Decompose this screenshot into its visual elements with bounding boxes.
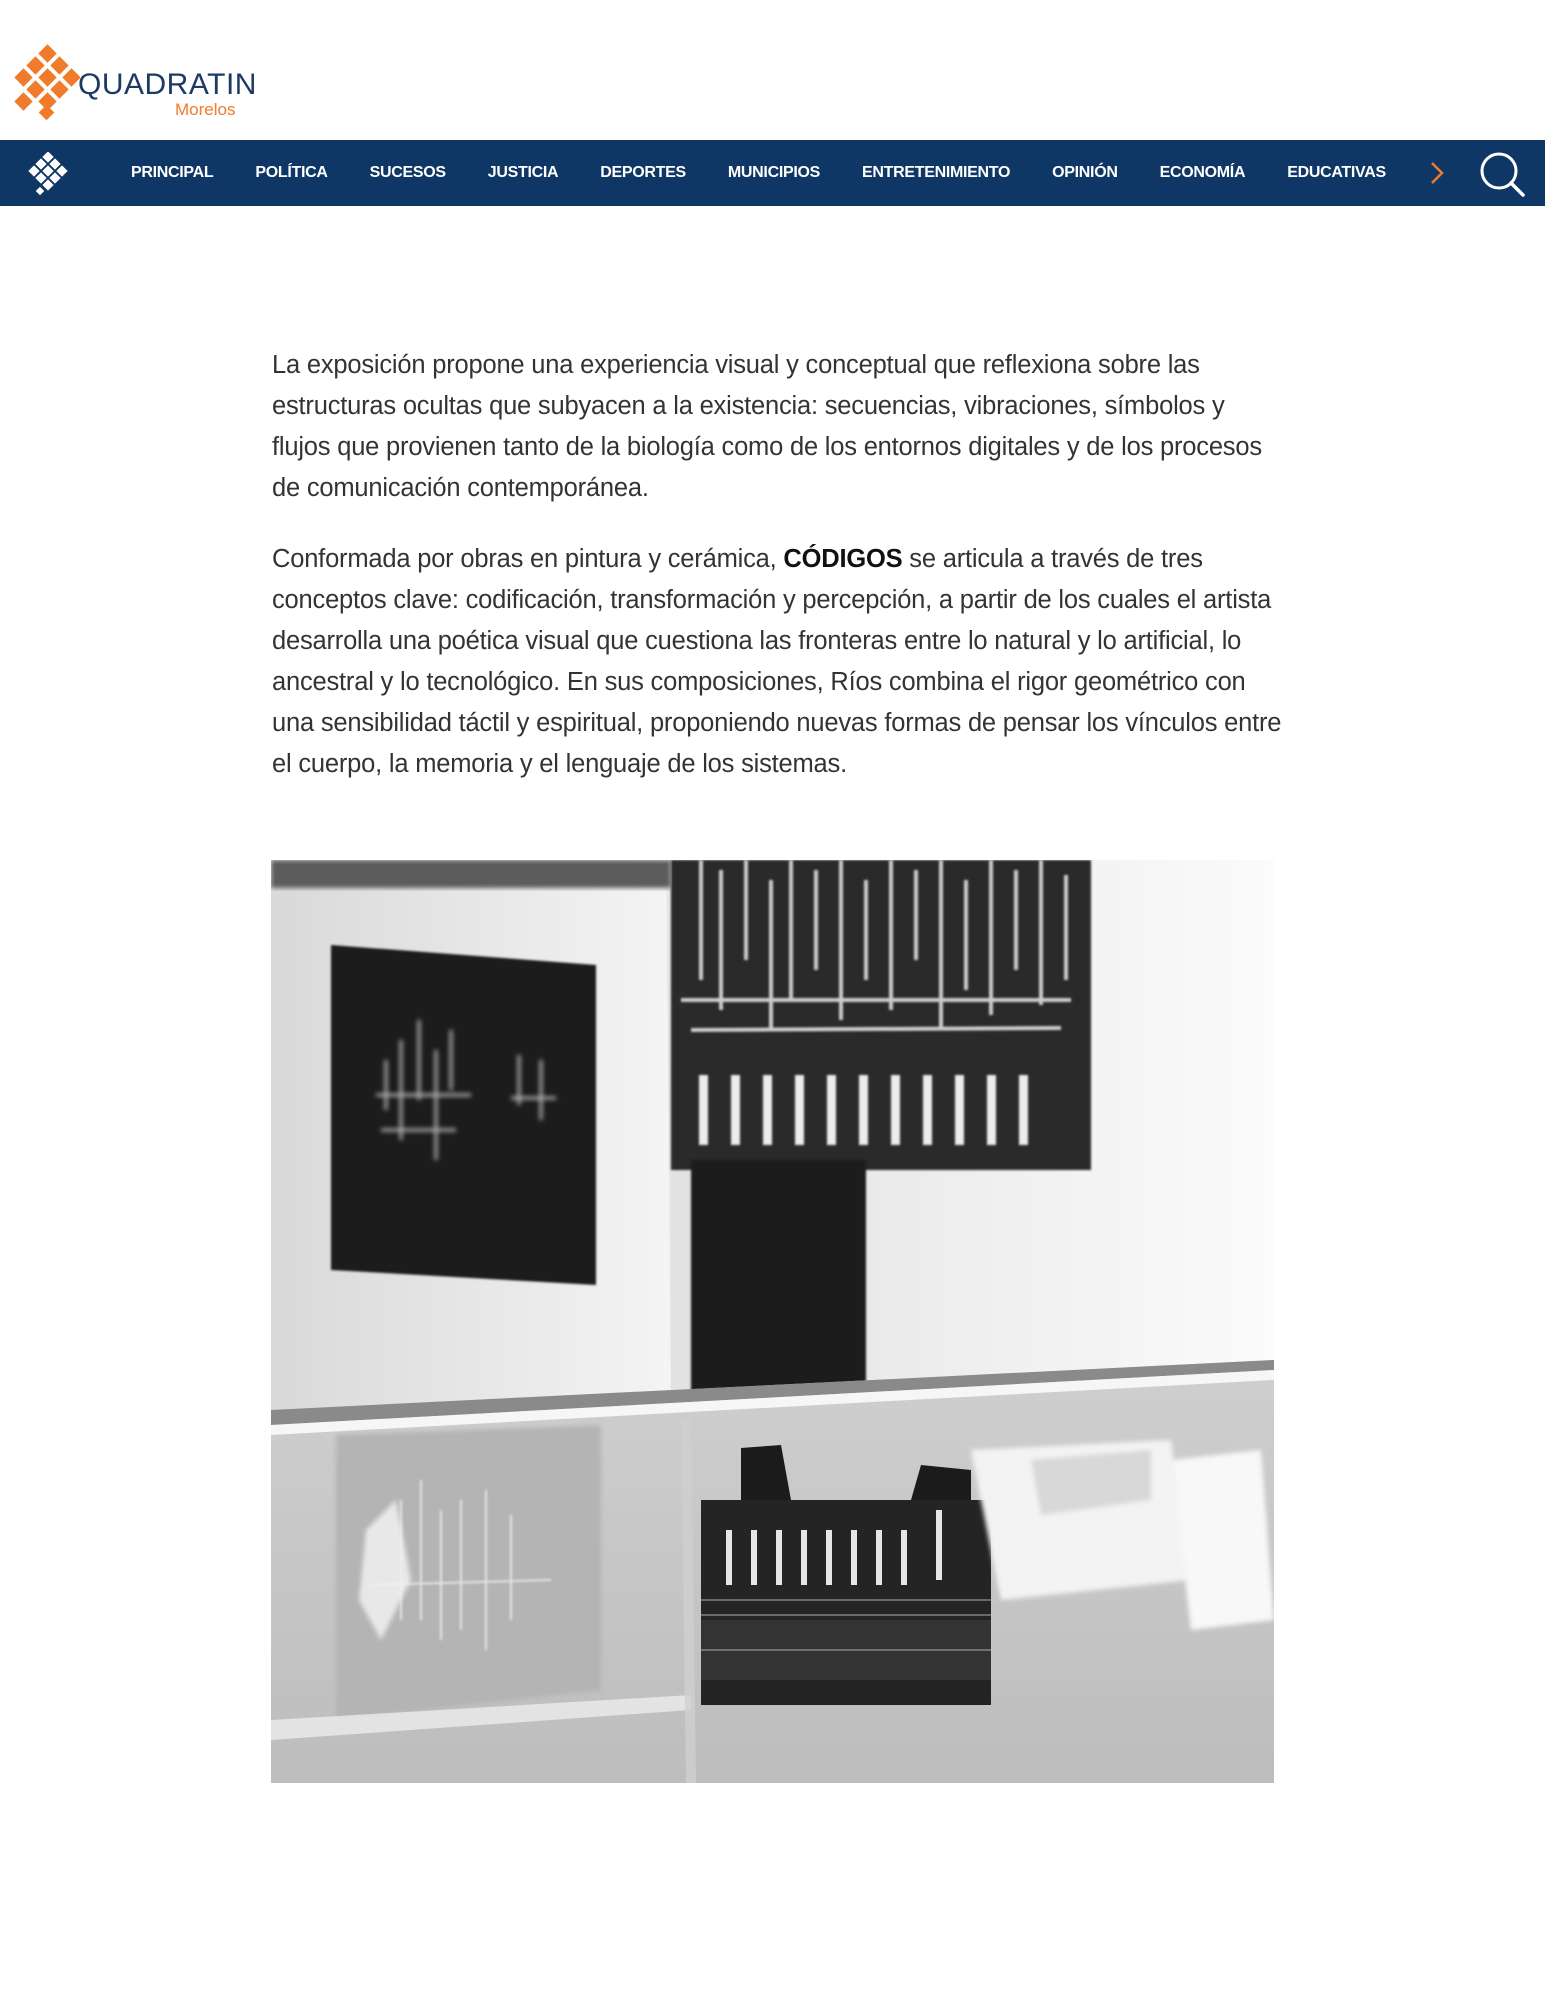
paragraph-text: se articula a través de tres conceptos clave: codificación, transformación y percepción, a partir de los cuales el artista desarrolla una poética visual que cuestiona las fronteras entre lo natural y lo artificial, lo ancestral y lo tecnológico. En sus composiciones, Ríos combina el rigor geométrico con una sensibilidad táctil y espiritual, proponiendo nuevas formas de pensar los vínculos entre el cuerpo, la memoria y el lenguaje de los sistemas.	[272, 545, 1282, 778]
nav-item-justicia[interactable]: JUSTICIA	[487, 164, 559, 181]
nav-menu	[110, 140, 1407, 206]
nav-item-entretenimiento[interactable]: ENTRETENIMIENTO	[862, 164, 1011, 181]
exhibition-title: CÓDIGOS	[783, 545, 903, 573]
quadratin-logo-icon	[14, 44, 80, 124]
nav-item-municipios[interactable]: MUNICIPIOS	[727, 164, 821, 181]
paragraph-text: Conformada por obras en pintura y cerámica,	[272, 545, 784, 573]
article-paragraph-2	[272, 539, 1282, 785]
nav-logo-icon[interactable]	[26, 152, 70, 196]
nav-item-principal[interactable]: PRINCIPAL	[131, 164, 214, 181]
nav-item-educativas[interactable]: EDUCATIVAS	[1287, 164, 1386, 181]
chevron-right-icon[interactable]	[1428, 160, 1446, 186]
exhibition-photo	[271, 860, 1274, 1783]
nav-item-opinion[interactable]: OPINIÓN	[1052, 164, 1118, 181]
gallery-photo-image	[271, 860, 1274, 1783]
article-paragraph-1: La exposición propone una experiencia visual y conceptual que reflexiona sobre las estructuras ocultas que subyacen a la existencia: secuencias, vibraciones, símbolos y flujos que provienen tanto de la biología como de los entornos digitales y de los procesos de comunicación contemporánea.	[272, 351, 1262, 502]
nav-item-politica[interactable]: POLÍTICA	[255, 164, 328, 181]
nav-item-economia[interactable]: ECONOMÍA	[1159, 164, 1246, 181]
site-logo[interactable]	[14, 44, 284, 124]
brand-name: QUADRATIN	[78, 68, 257, 101]
nav-item-sucesos[interactable]: SUCESOS	[369, 164, 446, 181]
brand-subtitle: Morelos	[175, 100, 236, 119]
article-body	[272, 345, 1282, 815]
main-nav	[0, 140, 1545, 206]
search-icon[interactable]	[1478, 150, 1526, 198]
nav-item-deportes[interactable]: DEPORTES	[600, 164, 686, 181]
